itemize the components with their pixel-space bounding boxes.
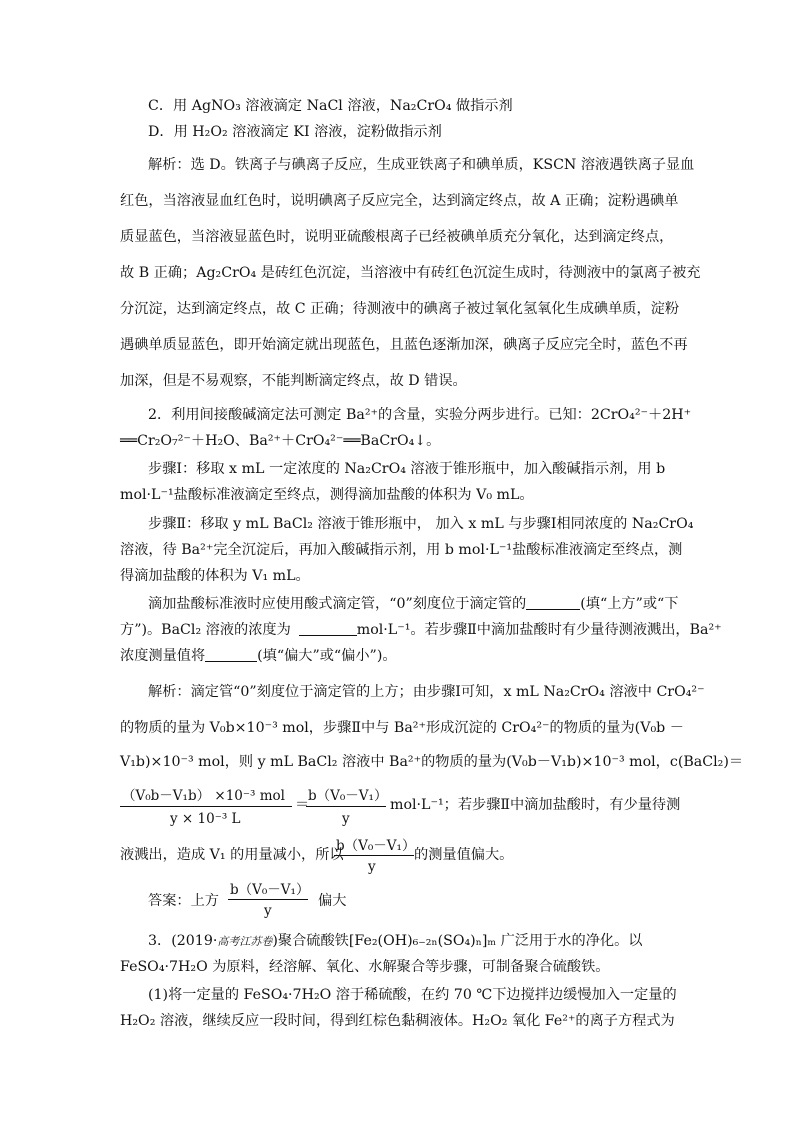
fraction-molar-denominator: y × 10⁻³ L: [170, 811, 241, 827]
q3-line-1: [148, 931, 680, 952]
analysis1-line-6: 遇碘单质显蓝色，即开始滴定就出现蓝色，且蓝色逐渐加深，碘离子反应完全时，蓝色不再: [120, 337, 688, 353]
q2-question-text-3: 方”)。BaCl₂ 溶液的浓度为: [120, 622, 291, 638]
analysis2-line-5-tail: 的测量值偏大。: [414, 847, 514, 863]
equals-sign: ＝: [295, 797, 310, 813]
analysis2-line-4-tail: mol·L⁻¹；若步骤Ⅱ中滴加盐酸时，有少量待测: [390, 797, 681, 813]
fraction-bar: [306, 806, 386, 807]
fraction-bar: [120, 806, 292, 807]
q2-question-line-3: [120, 646, 680, 666]
answer-fraction: [228, 878, 308, 922]
q2-step1-line-1: 步骤Ⅰ：移取 x mL 一定浓度的 Na₂CrO₄ 溶液于锥形瓶中，加入酸碱指示剂，用 b: [148, 461, 666, 477]
analysis2-line-2: 的物质的量为 V₀b×10⁻³ mol，步骤Ⅱ中与 Ba²⁺形成沉淀的 CrO₄²⁻的物质的量为(V₀b －: [120, 720, 684, 736]
q2-intro-line-1: 2．利用间接酸碱滴定法可测定 Ba²⁺的含量，实验分两步进行。已知：2CrO₄²⁻＋2H⁺: [148, 407, 692, 423]
q2-question-text-1: 滴加盐酸标准液时应使用酸式滴定管，“0”刻度位于滴定管的: [148, 596, 527, 612]
analysis2-line-5-head: 液溅出，造成 V₁ 的用量减小，所以: [120, 847, 344, 863]
fraction-result-numerator: b（V₀－V₁）: [336, 838, 416, 854]
fraction-result: [334, 834, 414, 878]
analysis1-line-3: 质显蓝色，当溶液显蓝色时，说明亚硫酸根离子已经被碘单质充分氧化，达到滴定终点，: [120, 229, 674, 245]
fraction-concentration-denominator: y: [342, 811, 350, 827]
fraction-concentration: [306, 784, 386, 830]
q2-step1-line-2: mol·L⁻¹盐酸标准液滴定至终点，测得滴加盐酸的体积为 V₀ mL。: [120, 487, 534, 503]
q2-question-text-4: mol·L⁻¹。若步骤Ⅱ中滴加盐酸时有少量待测液溅出，Ba²⁺: [356, 622, 722, 638]
q2-question-text-2: (填“上方”或“下: [580, 596, 679, 612]
fraction-bar: [228, 899, 308, 900]
q2-step2-line-3: 得滴加盐酸的体积为 V₁ mL。: [120, 568, 310, 584]
answer-fraction-denominator: y: [264, 903, 272, 919]
fraction-molar-numerator: （V₀b－V₁b） ×10⁻³ mol: [122, 788, 285, 804]
answer-blank-3[interactable]: [205, 647, 257, 662]
q2-step2-line-1: 步骤Ⅱ：移取 y mL BaCl₂ 溶液于锥形瓶中， 加入 x mL 与步骤Ⅰ相同浓度的 Na₂CrO₄: [148, 516, 694, 532]
analysis1-line-1: 解析：选 D。铁离子与碘离子反应，生成亚铁离子和碘单质，KSCN 溶液遇铁离子显血: [148, 157, 695, 173]
q3-source: 高考江苏卷: [217, 935, 273, 948]
analysis1-line-5: 分沉淀，达到滴定终点，故 C 正确；待测液中的碘离子被过氧化氢氧化生成碘单质，淀粉: [120, 301, 680, 317]
analysis1-line-4: 故 B 正确；Ag₂CrO₄ 是砖红色沉淀，当溶液中有砖红色沉淀生成时，待测液中的氯离子被充: [120, 265, 701, 281]
q2-question-line-1: [148, 594, 680, 614]
q3-number: 3．(2019·: [148, 933, 218, 949]
q2-question-line-2: [120, 620, 722, 640]
answer-tail: 偏大: [318, 893, 347, 909]
q3-line-1-tail: )聚合硫酸铁[Fe₂(OH)₆₋₂ₙ(SO₄)ₙ]ₘ 广泛用于水的净化。以: [272, 933, 643, 949]
q2-intro-line-2: ══Cr₂O₇²⁻＋H₂O、Ba²⁺＋CrO₄²⁻══BaCrO₄↓。: [120, 433, 441, 449]
answer-blank-2[interactable]: [299, 621, 357, 636]
q2-question-text-5: 浓度测量值将: [120, 648, 206, 664]
option-d: D．用 H₂O₂ 溶液滴定 KI 溶液，淀粉做指示剂: [148, 124, 442, 140]
q3-line-2: FeSO₄·7H₂O 为原料，经溶解、氧化、水解聚合等步骤，可制备聚合硫酸铁。: [120, 959, 610, 975]
fraction-bar: [334, 855, 414, 856]
q2-step2-line-2: 溶液，待 Ba²⁺完全沉淀后，再加入酸碱指示剂，用 b mol·L⁻¹盐酸标准液滴定至终点，测: [120, 542, 683, 558]
analysis2-line-1: 解析：滴定管“0”刻度位于滴定管的上方；由步骤Ⅰ可知，x mL Na₂CrO₄ 溶液中 CrO₄²⁻: [148, 684, 705, 700]
fraction-result-denominator: y: [368, 859, 376, 875]
q3-line-3: (1)将一定量的 FeSO₄·7H₂O 溶于稀硫酸，在约 70 ℃下边搅拌边缓慢加入一定量的: [148, 987, 677, 1003]
fraction-molar-calc: [120, 784, 292, 830]
analysis1-line-2: 红色，当溶液显血红色时，说明碘离子反应完全，达到滴定终点，故 A 正确；淀粉遇碘单: [120, 193, 679, 209]
analysis2-line-3: V₁b)×10⁻³ mol，则 y mL BaCl₂ 溶液中 Ba²⁺的物质的量为(V₀b－V₁b)×10⁻³ mol，c(BaCl₂)＝: [120, 754, 744, 770]
analysis1-line-7: 加深，但是不易观察，不能判断滴定终点，故 D 错误。: [120, 373, 467, 389]
q2-question-text-6: (填“偏大”或“偏小”)。: [257, 648, 397, 664]
answer-fraction-numerator: b（V₀－V₁）: [230, 882, 310, 898]
option-c: C．用 AgNO₃ 溶液滴定 NaCl 溶液，Na₂CrO₄ 做指示剂: [148, 98, 513, 114]
answer-label: 答案：上方: [148, 893, 219, 909]
q3-line-4: H₂O₂ 溶液，继续反应一段时间，得到红棕色黏稠液体。H₂O₂ 氧化 Fe²⁺的离子方程式为: [120, 1013, 675, 1029]
fraction-concentration-numerator: b（V₀－V₁）: [308, 788, 388, 804]
answer-blank-1[interactable]: [526, 595, 580, 610]
